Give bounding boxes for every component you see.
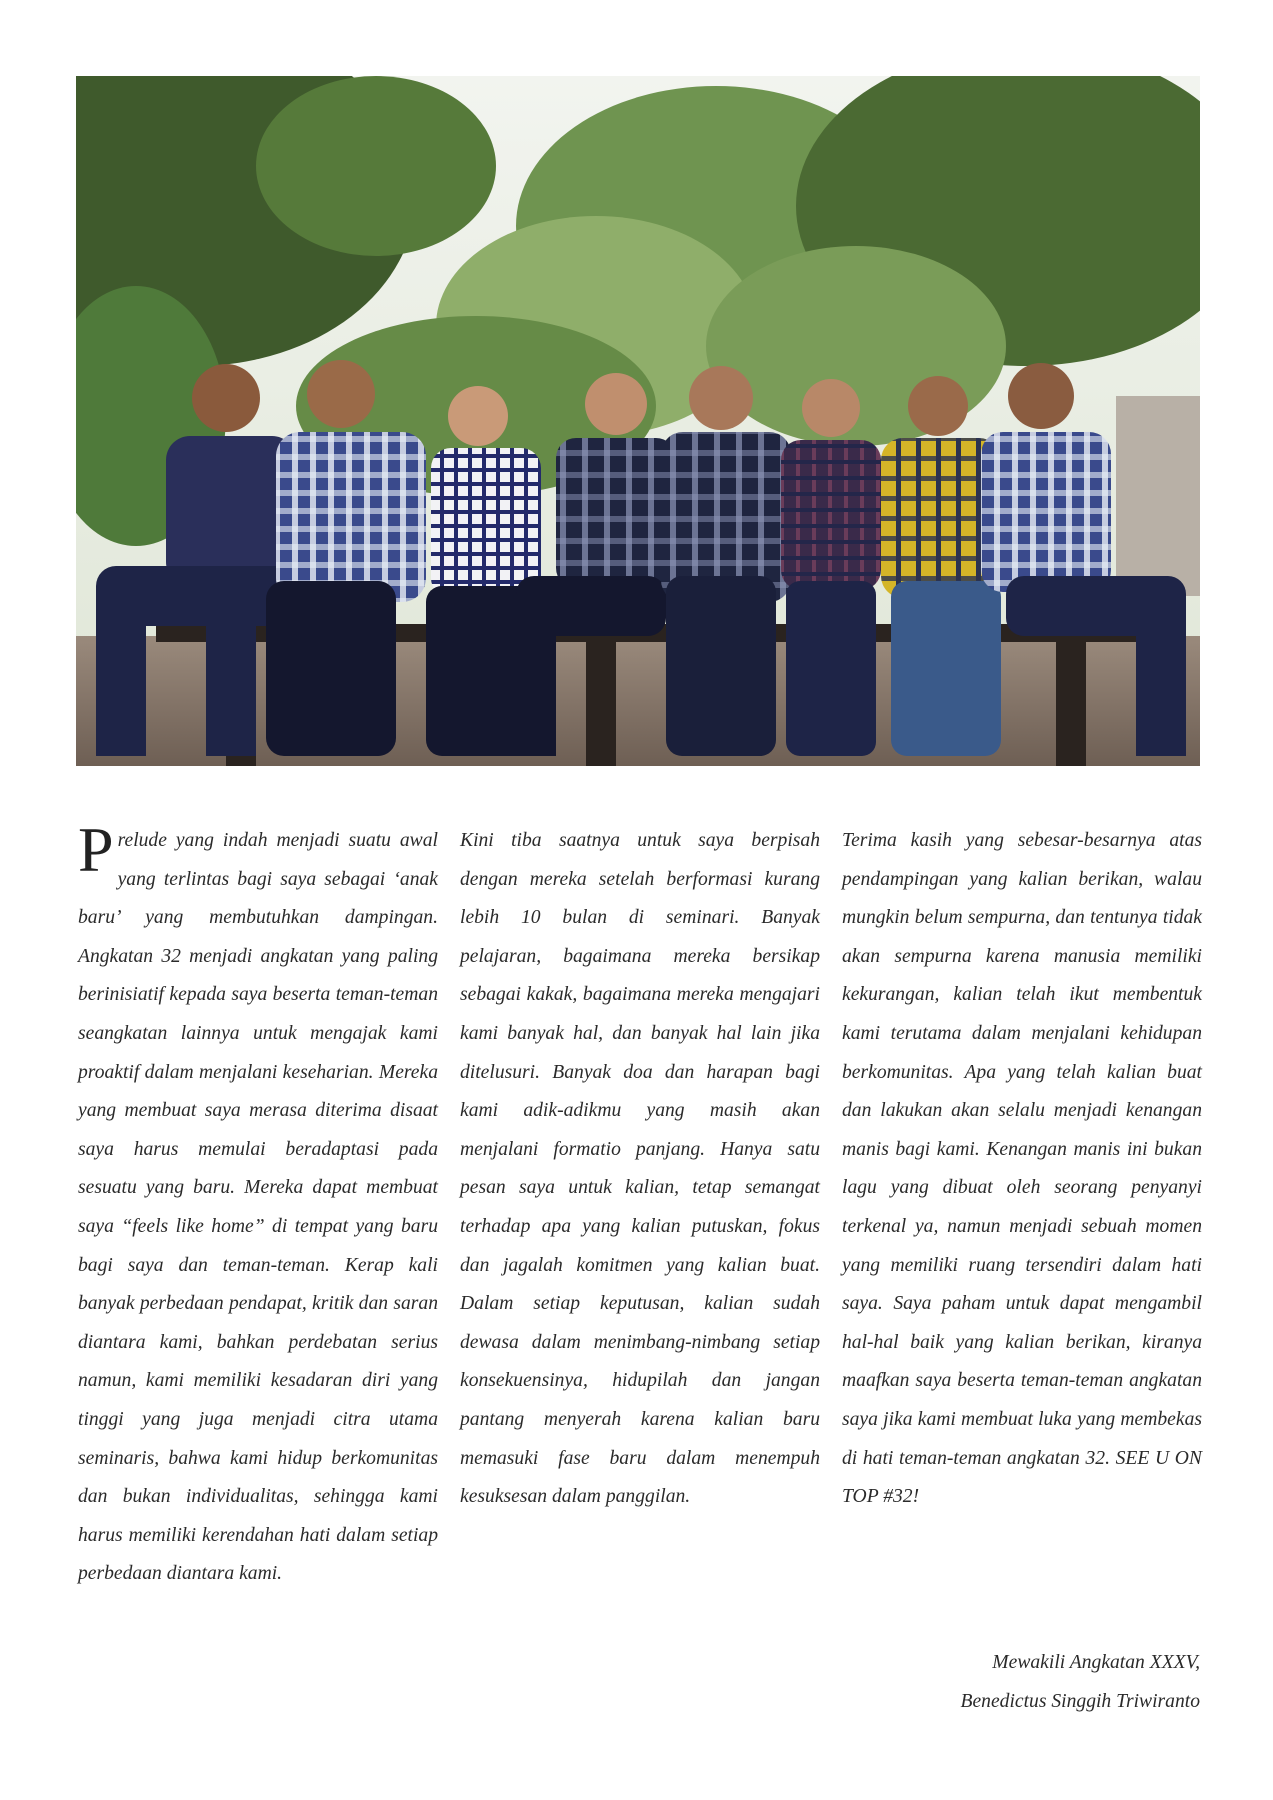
- paragraph-1: [78, 814, 438, 1594]
- signature-line-1: Mewakili Angkatan XXXV,: [992, 1652, 1200, 1673]
- group-photo: [76, 76, 1200, 766]
- article-column-3: [842, 822, 1202, 1517]
- drop-cap: P: [78, 814, 114, 885]
- article-column-2: [460, 822, 820, 1517]
- paragraph-3: Terima kasih yang sebesar-besarnya atas pendampingan yang kalian berikan, walau mungkin belum sempurna, dan tentunya tidak akan sempurna karena manusia memiliki kekurangan, kalian telah ikut membentuk kami terutama dalam menjalani kehidupan berkomunitas. Apa yang telah kalian buat dan lakukan akan selalu menjadi kenangan manis bagi kami. Kenangan manis ini bukan lagu yang dibuat oleh seorang penyanyi terkenal ya, namun menjadi sebuah momen yang memiliki ruang tersendiri dalam hati saya. Saya paham untuk dapat mengambil hal-hal baik yang kalian berikan, kiranya maafkan saya beserta teman-teman angkatan saya jika kami membuat luka yang membekas di hati teman-teman angkatan 32. SEE U ON TOP #32!: [842, 830, 1202, 1508]
- group-photo-icon: [76, 76, 1200, 766]
- signature-line-2: Benedictus Singgih Triwiranto: [960, 1690, 1200, 1712]
- signature: [961, 1644, 1201, 1721]
- paragraph-2: Kini tiba saatnya untuk saya berpisah dengan mereka setelah berformasi kurang lebih 10 bulan di seminari. Banyak pelajaran, bagaimana mereka bersikap sebagai kakak, bagaimana mereka mengajari kami banyak hal, dan banyak hal lain jika ditelusuri. Banyak doa dan harapan bagi kami adik-adikmu yang masih akan menjalani formatio panjang. Hanya satu pesan saya untuk kalian, tetap semangat terhadap apa yang kalian putuskan, fokus dan jagalah komitmen yang kalian buat. Dalam setiap keputusan, kalian sudah dewasa dalam menimbang-nimbang setiap konsekuensinya, hidupilah dan jangan pantang menyerah karena kalian baru memasuki fase baru dalam menempuh kesuksesan dalam panggilan.: [460, 830, 820, 1508]
- paragraph-1-text: relude yang indah menjadi suatu awal yang terlintas bagi saya sebagai ‘anak baru’ yang membutuhkan dampingan. Angkatan 32 menjadi angkatan yang paling berinisiatif kepada saya beserta teman-teman seangkatan lainnya untuk mengajak kami proaktif dalam menjalani keseharian. Mereka yang membuat saya merasa diterima disaat saya harus memulai beradaptasi pada sesuatu yang baru. Mereka dapat membuat saya “feels like home” di tempat yang baru bagi saya dan teman-teman. Kerap kali banyak perbedaan pendapat, kritik dan saran diantara kami, bahkan perdebatan serius namun, kami memiliki kesadaran diri yang tinggi yang juga menjadi citra utama seminaris, bahwa kami hidup berkomunitas dan bukan individualitas, sehingga kami harus memiliki kerendahan hati dalam setiap perbedaan diantara kami.: [78, 830, 438, 1585]
- article-column-1: [78, 814, 438, 1594]
